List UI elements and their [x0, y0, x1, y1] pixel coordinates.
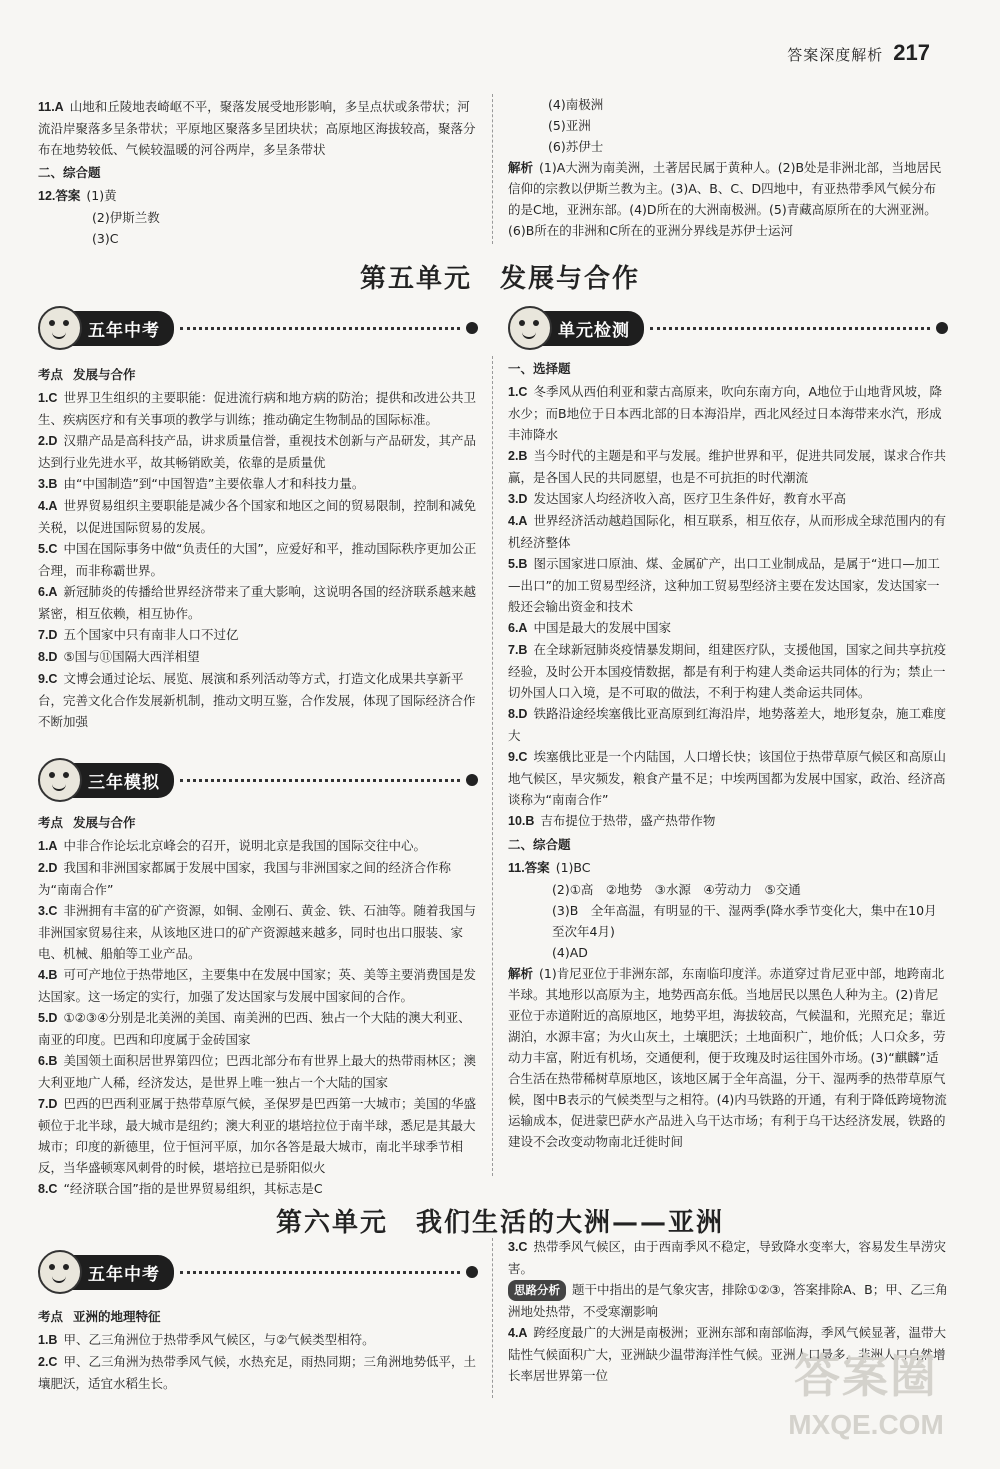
unit6-left: [38, 1302, 480, 1394]
dot-end-icon: [466, 1266, 478, 1278]
answer-item: 12.答案 (1)黄: [38, 188, 117, 203]
answer-item: 11.答案 (1)BC: [508, 860, 591, 875]
dot-end-icon: [466, 322, 478, 334]
key-point: 考点 发展与合作: [38, 815, 136, 830]
banner-unit-test: [508, 308, 948, 348]
answer-item: 5.D ①②③④分别是北美洲的美国、南美洲的巴西、独占一个大陆的澳大利亚、南亚的印度。巴西和印度属于金砖国家: [38, 1010, 471, 1047]
column-divider: [492, 94, 493, 244]
section-heading: 一、选择题: [508, 361, 571, 376]
mascot-icon: [38, 306, 82, 350]
answer-item: 10.B 吉布提位于热带，盛产热带作物: [508, 813, 716, 828]
answer-item: 7.B 在全球新冠肺炎疫情暴发期间，组建医疗队，支援他国，国家之间共享抗疫经验，及时公开本国疫情数据，都是有利于构建人类命运共同体的行为；禁止一切外国人口入境，是不可取的做法，不利于构建人类命运共同体。: [508, 642, 946, 700]
think-analysis-badge: 思路分析: [508, 1280, 566, 1301]
answer-item: 9.C 文博会通过论坛、展览、展演和系列活动等方式，打造文化成果共享新平台，完善文化合作发展新机制，推动文明互鉴，合作发展，体现了国际经济合作不断加强: [38, 671, 476, 729]
section-heading: 二、综合题: [508, 837, 571, 852]
answer-item: 9.C 埃塞俄比亚是一个内陆国，人口增长快；该国位于热带草原气候区和高原山地气候区，旱灾频发，粮食产量不足；中埃两国都为发展中国家，政治、经济高谈称为“南南合作”: [508, 749, 946, 807]
explanation: 解析 (1)A大洲为南美洲，土著居民属于黄种人。(2)B处是非洲北部，当地居民信仰的宗教以伊斯兰教为主。(3)A、B、C、D四地中，有亚热带季风气候分布的是C地，亚洲东部。(4)D所在的大洲南极洲。(5)青藏高原所在的大洲亚洲。(6)B所在的非洲和C所在的亚洲分界线是苏伊士运河: [508, 160, 942, 238]
answer-item: 6.B 美国领土面积居世界第四位；巴西北部分布有世界上最大的热带雨林区；澳大利亚地广人稀，经济发达，是世界上唯一独占一个大陆的国家: [38, 1053, 476, 1090]
answer-item: 8.D ⑤国与⑪国隔大西洋相望: [38, 649, 200, 664]
answer-item: 3.C 热带季风气候区，由于西南季风不稳定，导致降水变率大，容易发生旱涝灾害。: [508, 1239, 946, 1276]
section-heading: 二、综合题: [38, 165, 101, 180]
top-left-column: [38, 96, 480, 249]
answer-item: 5.B 图示国家进口原油、煤、金属矿产，出口工业制成品，是属于“进口—加工—出口”的加工贸易型经济，这种加工贸易型经济主要在发达国家，发达国家一般还会输出资金和技术: [508, 556, 940, 614]
answer-item: 6.A 新冠肺炎的传播给世界经济带来了重大影响，这说明各国的经济联系越来越紧密，相互依赖，相互协作。: [38, 584, 476, 621]
unit5-left-zhongkao: [38, 360, 480, 732]
answer-item: 3.C 非洲拥有丰富的矿产资源，如铜、金刚石、黄金、铁、石油等。随着我国与非洲国家贸易往来，从该地区进口的矿产资源越来越多，同时也出口服装、家电、机械、船舶等工业产品。: [38, 903, 476, 961]
answer-item: 2.C 甲、乙三角洲为热带季风气候，水热充足，雨热同期；三角洲地势低平，土壤肥沃，适宜水稻生长。: [38, 1354, 476, 1391]
answer-line: (2)①高 ②地势 ③水源 ④劳动力 ⑤交通: [552, 882, 801, 897]
answer-item: 4.A 世界经济活动越趋国际化，相互联系，相互依存，从而形成全球范围内的有机经济整体: [508, 513, 946, 550]
answer-line: (3)C: [92, 231, 119, 246]
header-title: 答案深度解析: [787, 46, 884, 64]
answer-item: 5.C 中国在国际事务中做“负责任的大国”，应爱好和平，推动国际秩序更加公正合理，而非称霸世界。: [38, 541, 477, 578]
page-header: [787, 40, 930, 66]
unit5-right-test: [508, 356, 948, 1152]
mascot-icon: [38, 1250, 82, 1294]
mascot-icon: [38, 758, 82, 802]
key-point: 考点 发展与合作: [38, 367, 136, 382]
top-right-column: [508, 94, 948, 241]
explanation: 解析 (1)肯尼亚位于非洲东部，东南临印度洋。赤道穿过肯尼亚中部，地跨南北半球。其地形以高原为主，地势西高东低。当地居民以黑色人种为主。(2)肯尼亚位于赤道附近的高原地区，地势平坦，海拔较高，气候温和，光照充足；靠近湖泊，水源丰富；为火山灰土，土壤肥沃；土地面积广，地价低；人口众多，劳动力丰富，附近有机场，交通便利，便于玫瑰及时运往国外市场。(3)“麒麟”适合生活在热带稀树草原地区，该地区属于全年高温，分干、湿两季的热带草原气候，图中B表示的气候类型与之相符。(4)内马铁路的开通，有利于降低跨境物流运输成本，促进蒙巴萨水产品进入乌干达市场；有利于乌干达经济发展，铁路的建设不会改变动物南北迁徙时间: [508, 966, 947, 1149]
dot-end-icon: [466, 774, 478, 786]
answer-item: 2.D 汉鼎产品是高科技产品，讲求质量信誉，重视技术创新与产品研发，其产品达到行业先进水平，故其畅销欧美，依靠的是质量优: [38, 433, 476, 470]
banner-five-year: [38, 308, 478, 348]
answer-item: 1.B 甲、乙三角洲位于热带季风气候区，与②气候类型相符。: [38, 1332, 375, 1347]
mascot-icon: [508, 306, 552, 350]
unit-title: 第六单元 我们生活的大洲——亚洲: [275, 1208, 725, 1238]
answer-line: (4)南极洲: [548, 97, 604, 112]
banner-label: 三年模拟: [70, 763, 174, 798]
banner-label: 单元检测: [540, 311, 644, 346]
unit-title: 第五单元 发展与合作: [359, 264, 641, 294]
answer-line: (5)亚洲: [548, 118, 591, 133]
answer-item: 1.C 冬季风从西伯利亚和蒙古高原来，吹向东南方向，A地位于山地背风坡，降水少；而B地位于日本西北部的日本海沿岸，西北风经过日本海带来水汽，形成丰沛降水: [508, 384, 943, 442]
answer-item: 8.C “经济联合国”指的是世界贸易组织，其标志是C: [38, 1181, 323, 1196]
watermark-logo: 答案圈 MXQE.COM: [788, 1349, 944, 1440]
banner-label: 五年中考: [70, 1255, 174, 1290]
column-divider: [492, 1238, 493, 1398]
answer-item: 7.D 五个国家中只有南非人口不过亿: [38, 627, 239, 642]
unit5-left-moni: [38, 808, 480, 1200]
answer-item: 8.D 铁路沿途经埃塞俄比亚高原到红海沿岸，地势落差大，地形复杂，施工难度大: [508, 706, 946, 743]
column-divider: [492, 356, 493, 1176]
answer-item: 2.D 我国和非洲国家都属于发展中国家，我国与非洲国家之间的经济合作称为“南南合作”: [38, 860, 451, 897]
answer-item: 3.B 由“中国制造”到“中国智造”主要依靠人才和科技力量。: [38, 476, 365, 491]
answer-item: 1.A 中非合作论坛北京峰会的召开，说明北京是我国的国际交往中心。: [38, 838, 426, 853]
page-number: 217: [893, 40, 930, 65]
dotted-line: [650, 327, 930, 330]
answer-item: 6.A 中国是最大的发展中国家: [508, 620, 671, 635]
dotted-line: [180, 327, 460, 330]
dot-end-icon: [936, 322, 948, 334]
dotted-line: [180, 779, 460, 782]
answer-item: 11.A 山地和丘陵地表崎岖不平，聚落发展受地形影响，多呈点状或条带状；河流沿岸聚落多呈条带状；平原地区聚落多呈团块状；高原地区海拔较高，聚落分布在地势较低、气候较温暖的河谷两岸，多呈条带状: [38, 99, 476, 157]
think-analysis: 思路分析 题干中指出的是气象灾害，排除①②③，答案排除A、B；甲、乙三角洲地处热带，不受寒潮影响: [508, 1282, 948, 1319]
banner-three-year: [38, 760, 478, 800]
answer-line: (3)B 全年高温，有明显的干、湿两季(降水季节变化大，集中在10月至次年4月): [552, 903, 937, 939]
answer-item: 7.D 巴西的巴西利亚属于热带草原气候，圣保罗是巴西第一大城市；美国的华盛顿位于北半球，最大城市是纽约；澳大利亚的堪培拉位于南半球，悉尼是其最大城市；印度的新德里，位于恒河平原，加尔各答是最大城市，南北半球季节相反，当华盛顿寒风刺骨的时候，堪培拉已是骄阳似火: [38, 1096, 476, 1175]
answer-item: 2.B 当今时代的主题是和平与发展。维护世界和平，促进共同发展，谋求合作共赢，是各国人民的共同愿望，也是不可抗拒的时代潮流: [508, 448, 946, 485]
key-point: 考点 亚洲的地理特征: [38, 1309, 161, 1324]
banner-five-year: [38, 1252, 478, 1292]
answer-item: 1.C 世界卫生组织的主要职能：促进流行病和地方病的防治；提供和改进公共卫生、疾病医疗和有关事项的教学与训练；推动确定生物制品的国际标准。: [38, 390, 476, 427]
answer-item: 4.A 跨经度最广的大洲是南极洲；亚洲东部和南部临海，季风气候显著，温带大陆性气候面积广大，亚洲缺少温带海洋性气候。亚洲人口最多，非洲人口自然增长率居世界第一位: [508, 1325, 946, 1383]
answer-item: 4.B 可可产地位于热带地区，主要集中在发展中国家；英、美等主要消费国是发达国家。这一场定的实行，加强了发达国家与发展中国家间的合作。: [38, 967, 476, 1004]
answer-line: (6)苏伊士: [548, 139, 604, 154]
answer-item: 4.A 世界贸易组织主要职能是减少各个国家和地区之间的贸易限制，控制和减免关税，以促进国际贸易的发展。: [38, 498, 476, 535]
banner-label: 五年中考: [70, 311, 174, 346]
answer-item: 3.D 发达国家人均经济收入高，医疗卫生条件好，教育水平高: [508, 491, 846, 506]
answer-line: (4)AD: [552, 945, 588, 960]
answer-line: (2)伊斯兰教: [92, 210, 160, 225]
dotted-line: [180, 1271, 460, 1274]
